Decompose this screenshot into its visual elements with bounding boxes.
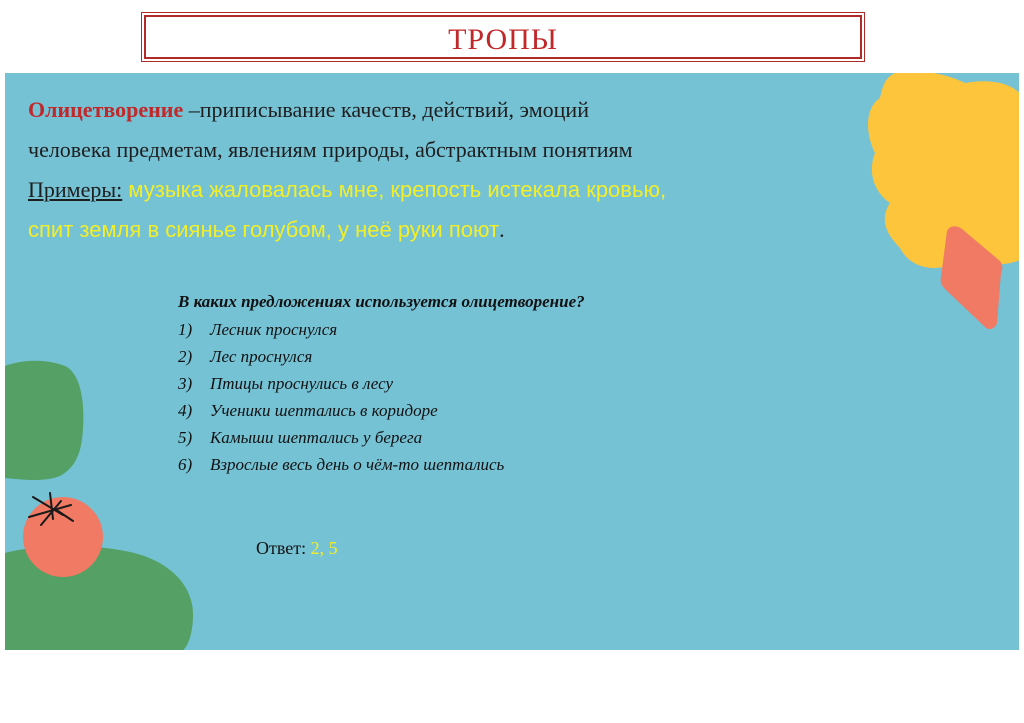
- list-item: 5) Камыши шептались у берега: [178, 428, 423, 447]
- quiz-options: [178, 316, 638, 478]
- quiz-question: В каких предложениях используется олицетворение?: [178, 292, 585, 311]
- quiz-block: [178, 290, 638, 478]
- answer-label: Ответ:: [256, 538, 307, 558]
- examples-line-1: [28, 170, 848, 210]
- list-item: 2) Лес проснулся: [178, 347, 313, 366]
- coral-diamond-shape: [935, 223, 1005, 333]
- definition-block: [28, 90, 848, 250]
- definition-text-1: –приписывание качеств, действий, эмоций: [183, 97, 589, 122]
- green-top-shape: [5, 358, 90, 483]
- definition-line-1: [28, 90, 848, 130]
- slide-title: ТРОПЫ: [448, 23, 558, 56]
- examples-line-2: [28, 210, 848, 250]
- tomato-icon: [15, 485, 110, 580]
- list-item: 6) Взрослые весь день о чём-то шептались: [178, 455, 505, 474]
- examples-text-2: спит земля в сиянье голубом, у неё руки поют: [28, 217, 500, 242]
- answer-value: 2, 5: [306, 538, 338, 558]
- definition-text-2: человека предметам, явлениям природы, абстрактным понятиям: [28, 137, 633, 162]
- list-item: 3) Птицы проснулись в лесу: [178, 374, 394, 393]
- list-item: 1) Лесник проснулся: [178, 320, 338, 339]
- list-item: 4) Ученики шептались в коридоре: [178, 401, 438, 420]
- examples-text-1: музыка жаловалась мне, крепость истекала кровью,: [122, 177, 667, 202]
- examples-label: Примеры:: [28, 177, 123, 202]
- answer-line: [256, 538, 338, 559]
- examples-end: .: [499, 217, 505, 242]
- title-box: [144, 15, 862, 59]
- term-label: Олицетворение: [28, 97, 184, 122]
